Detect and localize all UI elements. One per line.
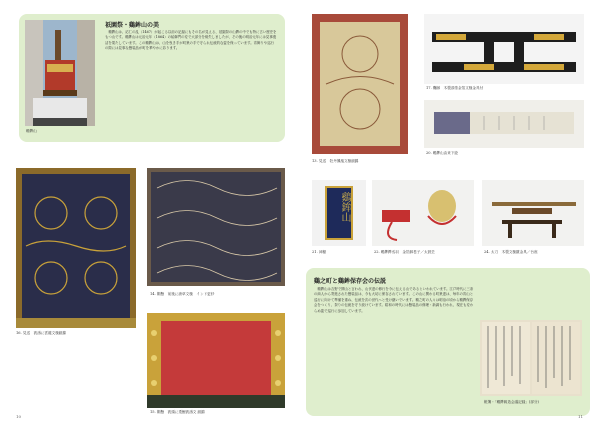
curtain-15-image [147,313,285,408]
caption-20: 20. 鷄鉾山由来下絵 [426,151,459,155]
page-number-left: 10 [16,414,22,419]
caption-16: 16. 見送 波濤に雲龍文様綴錦 [16,331,66,335]
bottom-panel-body: 鷄鉾山は吉野で開山と言われ、山伏達の修行を今に伝える山であるといわれています。江戸時代に三条の商人から寄進された懸装品は、今も大切に保存されています。この山に関わる町衆達は、毎年の宵山と巡行に向けて準備を重ね、伝統を次の世代へと受け継いでいます。鷄之町の人々は明治の頃から鷄鉾保存会をつくり、祭りの伝統を守り続けています。昭和の時代には懸装品の修理・新調も行われ、現在も変わらぬ姿で巡行に参加しています。 [314,287,474,313]
plaque-21-image [312,180,366,246]
caption-24: 24. 太刀 木製文様鍍金具／台座 [484,250,538,254]
float-photo-caption: 鷄鉾山 [26,129,37,133]
frame-17-image [424,14,584,84]
top-info-panel [19,14,285,142]
tapestry-13-image [312,14,408,154]
bottom-info-panel [306,268,590,416]
caption-15: 15. 胴懸 波頭に兎鯉波濤文 綴錦 [150,410,205,414]
brocade-14-image [147,168,285,286]
bottom-panel-title: 鷄之町と鷄鉾保存会の伝説 [314,278,387,285]
accessories-22-image [372,180,474,246]
ledger-image [480,320,582,396]
caption-13: 13. 見送 牡丹鳳凰文様綴錦 [312,159,359,163]
caption-22: 22. 鷄鉾鉾丞羽 金箔鉢巻子／太鼓芸 [374,250,435,254]
ledger-caption: 帳簿・「鷄鉾鋳造会議記録」(部分) [484,400,539,404]
plaque-text: 鷄鉾山 [339,192,350,222]
caption-21: 21. 神額 [312,250,327,254]
brocade-16-image [16,168,136,328]
page-number-right: 11 [578,414,584,419]
caption-14: 14. 胴懸 前後に唐草文様 インド更紗 [150,292,215,296]
sword-24-image [482,180,584,246]
top-panel-body: 鷄鉾山は、応仁の乱（1467）が起こる以前の記録にもその名が見える、祇園祭の山鉾の中でも特に古い歴史をもつ山です。鷄鉾山は元治元年（1864）の蛤御門の変で大部分を焼失しましたが、その後の明治元年には見事復活を果たしています。この鷄鉾山は、山を曳き手が町衆の手で守られ伝統的な姿を保っています。宵飾りや巡行の際には見事な懸装品が町を華やかに彩ります。 [105,30,277,51]
top-panel-title: 祇園祭・鷄鉾山の美 [105,22,160,29]
scroll-20-image [424,100,584,148]
plaque-board [325,186,353,240]
float-photo [25,20,95,126]
caption-17: 17. 欄縁 木製漆塗金箔文様金具付 [426,86,484,90]
